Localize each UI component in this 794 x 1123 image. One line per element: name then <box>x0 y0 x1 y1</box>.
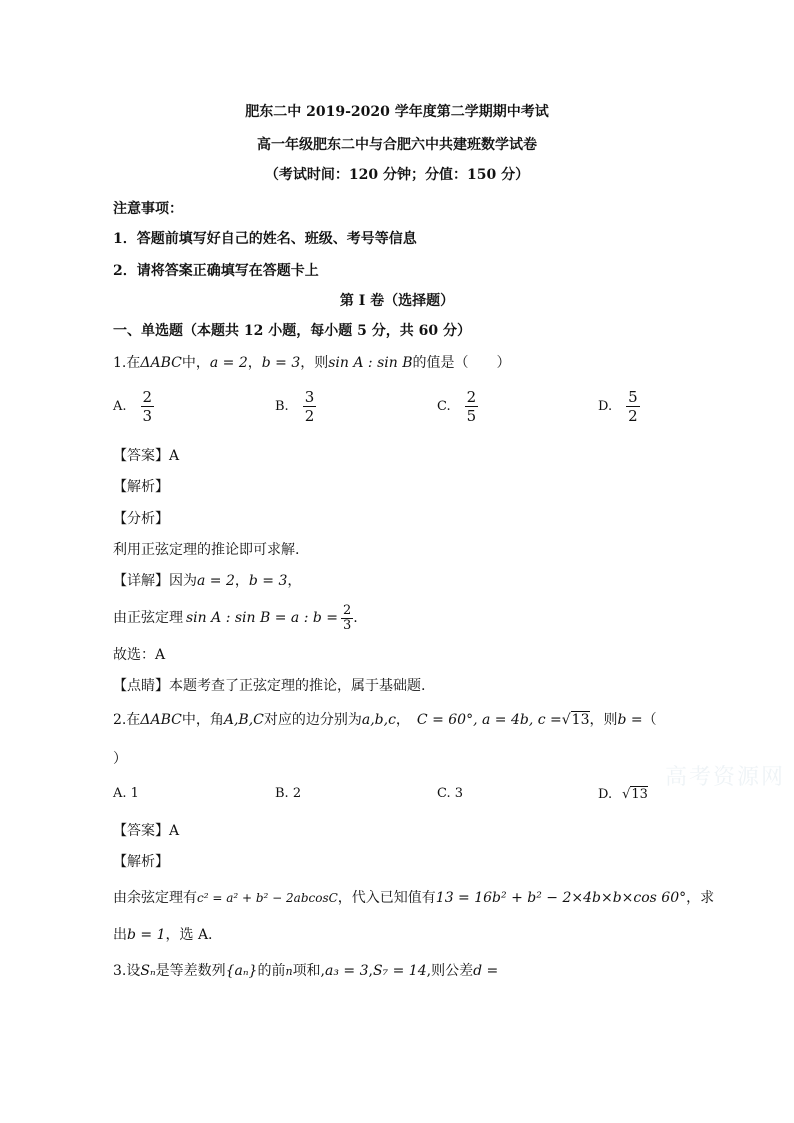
denominator: 3 <box>142 407 153 425</box>
q3-math: Sₙ <box>140 963 156 979</box>
denominator: 2 <box>304 407 315 425</box>
q2-triangle: ΔABC <box>140 712 182 728</box>
q1-option-d <box>598 388 640 425</box>
q1-deriv-text: . <box>353 610 358 626</box>
option-label: D. <box>598 786 613 802</box>
title-line-2: 高一年级肥东二中与合肥六中共建班数学试卷 <box>257 137 537 153</box>
q1-deriv-text: 由正弦定理 <box>113 610 183 626</box>
denominator: 3 <box>343 617 352 633</box>
q1-math: a = 2 <box>197 573 235 589</box>
q1-answer: 【答案】A <box>113 448 180 464</box>
q2-solution-line-1 <box>113 889 714 907</box>
numerator: 2 <box>343 602 352 618</box>
numerator: 2 <box>142 388 153 406</box>
q1-math: b = 3 <box>248 573 288 589</box>
title-line-1: 肥东二中 2019-2020 学年度第二学期期中考试 <box>245 104 549 120</box>
q1-option-c <box>437 388 478 425</box>
q2-sol-text: ，求 <box>686 890 715 906</box>
option-label: C. <box>437 399 451 414</box>
q2-math: c² = a² + b² − 2abcosC <box>197 891 338 905</box>
notice-heading: 注意事项： <box>113 201 183 217</box>
q1-analysis-heading: 【解析】 <box>113 479 169 495</box>
q2-math: C = 60°, a = 4b, c = <box>416 712 562 728</box>
q1-text: 1.在 <box>113 355 141 371</box>
q1-detail-text: 【详解】因为 <box>113 573 197 589</box>
q2-option-a: A. 1 <box>113 786 139 801</box>
q1-option-b <box>275 388 316 425</box>
q3-math: S₇ = 14 <box>372 963 427 979</box>
q2-option-c: C. 3 <box>437 786 464 801</box>
denominator: 5 <box>466 407 477 425</box>
q1-option-a <box>113 388 154 425</box>
question-3-stem <box>113 962 498 981</box>
q1-detail-text: ， <box>287 573 302 589</box>
q1-math: sin A : sin B = a : b = <box>186 610 339 626</box>
q2-radicand: 13 <box>571 712 590 728</box>
q2-text: 2.在 <box>113 712 141 728</box>
q1-text: ，则 <box>300 355 329 371</box>
fraction <box>341 604 353 633</box>
sqrt-sign: √ <box>622 786 631 802</box>
q2-sol-text: 出 <box>113 927 127 943</box>
q2-text: 中，角 <box>181 712 224 728</box>
option-label: A. <box>113 399 127 414</box>
q2-sol-text: ，代入已知值有 <box>337 890 436 906</box>
q3-text: ,则公差 <box>426 963 474 979</box>
q2-text: （ <box>642 712 657 728</box>
q2-math: 13 = 16b² + b² − 2×4b×b×cos 60° <box>435 890 687 906</box>
volume-title: 第 I 卷（选择题） <box>339 293 455 309</box>
q1-choose: 故选：A <box>113 647 166 663</box>
q2-answer: 【答案】A <box>113 823 180 839</box>
fraction <box>141 388 155 425</box>
q1-text: 中， <box>181 355 210 371</box>
q1-derivation <box>113 598 358 638</box>
q3-text: 项和, <box>292 963 326 979</box>
q2-text: 对应的边分别为 <box>263 712 362 728</box>
q2-analysis-heading: 【解析】 <box>113 854 169 870</box>
section-heading: 一、单选题（本题共 12 小题，每小题 5 分，共 60 分） <box>113 323 471 339</box>
q3-math: n <box>285 965 293 978</box>
notice-item-2: 2．请将答案正确填写在答题卡上 <box>113 263 319 279</box>
numerator: 2 <box>466 388 477 406</box>
option-label: D. <box>598 399 613 414</box>
q2-math: a,b,c <box>361 712 396 728</box>
q3-text: 是等差数列 <box>155 963 226 979</box>
q3-math: d = <box>473 963 499 979</box>
question-1-stem <box>113 354 511 372</box>
question-2-stem <box>113 711 657 729</box>
fraction <box>626 388 640 425</box>
q1-detail <box>113 572 301 590</box>
q2-option-d <box>598 786 648 802</box>
q2-math: b = 1 <box>127 927 166 943</box>
q2-solution-line-2 <box>113 926 213 944</box>
q1-math: sin A : sin B <box>328 355 413 371</box>
q3-text: 3.设 <box>113 963 141 979</box>
numerator: 5 <box>628 388 638 406</box>
q2-sol-text: ，选 A. <box>165 927 213 943</box>
q2-text: ， <box>395 712 417 728</box>
numerator: 3 <box>304 388 315 406</box>
q1-detail-text: ， <box>234 573 249 589</box>
q1-math: b = 3 <box>261 355 301 371</box>
q1-method: 利用正弦定理的推论即可求解. <box>113 542 300 558</box>
q1-math: a = 2 <box>209 355 248 371</box>
exam-subtitle: （考试时间：120 分钟；分值：150 分） <box>264 167 530 183</box>
q1-fenxi-heading: 【分析】 <box>113 511 169 527</box>
denominator: 2 <box>628 407 638 425</box>
watermark: 高考资源网 <box>665 765 786 790</box>
q1-text: ， <box>247 355 262 371</box>
q3-math: {aₙ} <box>225 963 258 979</box>
q2-math: b = <box>617 712 643 728</box>
q2-radicand: 13 <box>631 787 648 802</box>
q1-text: 的值是（ ） <box>412 355 511 371</box>
sqrt-sign: √ <box>561 712 571 728</box>
q2-text: ，则 <box>589 712 618 728</box>
notice-item-1: 1．答题前填写好自己的姓名、班级、考号等信息 <box>113 231 417 247</box>
q2-math: A,B,C <box>223 712 264 728</box>
fraction <box>465 388 479 425</box>
q3-text: , <box>368 963 373 979</box>
q2-option-b: B. 2 <box>275 786 302 801</box>
q3-math: a₃ = 3 <box>325 963 369 979</box>
q1-comment: 【点睛】本题考查了正弦定理的推论，属于基础题. <box>113 678 426 694</box>
fraction <box>303 388 317 425</box>
q2-paren-close: ） <box>113 751 127 767</box>
q1-triangle: ΔABC <box>140 355 182 371</box>
q3-text: 的前 <box>257 963 286 979</box>
option-label: B. <box>275 399 289 414</box>
q2-sol-text: 由余弦定理有 <box>113 890 197 906</box>
